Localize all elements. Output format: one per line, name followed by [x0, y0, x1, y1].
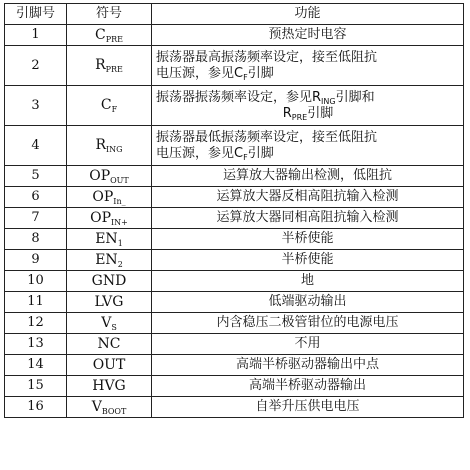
pin-number: 2: [5, 46, 67, 86]
pin-function: 地: [152, 271, 464, 292]
pin-function: 半桥使能: [152, 229, 464, 250]
pin-symbol: HVG: [67, 376, 152, 397]
pin-function-table: [4, 3, 464, 418]
header-symbol: 符号: [67, 4, 152, 25]
table-row: [5, 376, 464, 397]
pin-symbol: $EN_2$: [67, 250, 152, 271]
pin-number: 12: [5, 313, 67, 334]
pin-number: 15: [5, 376, 67, 397]
pin-symbol: NC: [67, 334, 152, 355]
pin-symbol: $C_F$: [67, 86, 152, 126]
table-row: [5, 86, 464, 126]
pin-number: 13: [5, 334, 67, 355]
pin-function: [152, 46, 464, 86]
function-line-2: $R_{PRE}$引脚: [282, 105, 334, 122]
pin-symbol: $R_{PRE}$: [67, 46, 152, 86]
pin-function: 自举升压供电电压: [152, 397, 464, 418]
pin-function: 高端半桥驱动器输出中点: [152, 355, 464, 376]
header-function: 功能: [152, 4, 464, 25]
table-row: [5, 292, 464, 313]
pin-number: 3: [5, 86, 67, 126]
pin-number: 4: [5, 126, 67, 166]
function-line-2: 电压源，参见$C_F$引脚: [156, 145, 274, 162]
pin-function: 半桥使能: [152, 250, 464, 271]
pin-function: 高端半桥驱动器输出: [152, 376, 464, 397]
pin-number: 5: [5, 166, 67, 187]
function-line-2: 电压源，参见$C_F$引脚: [156, 65, 274, 82]
function-line-1: 振荡器振荡频率设定，参见$R_{ING}$引脚和: [156, 89, 375, 106]
table-row: [5, 46, 464, 86]
pin-function: 运算放大器反相高阻抗输入检测: [152, 187, 464, 208]
pin-number: 14: [5, 355, 67, 376]
pin-symbol: LVG: [67, 292, 152, 313]
pin-function: [152, 126, 464, 166]
pin-number: 1: [5, 25, 67, 46]
pin-symbol: $OP_{In\_}$: [67, 187, 152, 208]
table-row: [5, 25, 464, 46]
pin-number: 9: [5, 250, 67, 271]
pin-symbol: OUT: [67, 355, 152, 376]
pin-symbol: $V_S$: [67, 313, 152, 334]
table-row: [5, 208, 464, 229]
pin-number: 7: [5, 208, 67, 229]
table-row: [5, 271, 464, 292]
function-line-1: 振荡器最低振荡频率设定，接至低阻抗: [156, 129, 378, 145]
function-line-1: 振荡器最高振荡频率设定，接至低阻抗: [156, 49, 378, 65]
pin-symbol: GND: [67, 271, 152, 292]
pin-function: 预热定时电容: [152, 25, 464, 46]
pin-symbol: $R_{ING}$: [67, 126, 152, 166]
pin-symbol: $OP_{IN+}$: [67, 208, 152, 229]
table-row: [5, 355, 464, 376]
pin-symbol: $V_{BOOT}$: [67, 397, 152, 418]
pin-table-container: [4, 3, 464, 418]
header-pin: 引脚号: [5, 4, 67, 25]
table-header-row: [5, 4, 464, 25]
pin-number: 10: [5, 271, 67, 292]
pin-number: 11: [5, 292, 67, 313]
pin-number: 8: [5, 229, 67, 250]
pin-symbol: $C_{PRE}$: [67, 25, 152, 46]
pin-function: 内含稳压二极管钳位的电源电压: [152, 313, 464, 334]
table-row: [5, 250, 464, 271]
pin-function: 运算放大器输出检测，低阻抗: [152, 166, 464, 187]
pin-number: 16: [5, 397, 67, 418]
pin-function: 低端驱动输出: [152, 292, 464, 313]
pin-number: 6: [5, 187, 67, 208]
table-row: [5, 229, 464, 250]
pin-symbol: $EN_1$: [67, 229, 152, 250]
table-row: [5, 313, 464, 334]
table-row: [5, 334, 464, 355]
pin-function: [152, 86, 464, 126]
table-row: [5, 126, 464, 166]
pin-symbol: $OP_{OUT}$: [67, 166, 152, 187]
table-row: [5, 397, 464, 418]
table-row: [5, 187, 464, 208]
pin-function: 运算放大器同相高阻抗输入检测: [152, 208, 464, 229]
table-row: [5, 166, 464, 187]
pin-function: 不用: [152, 334, 464, 355]
